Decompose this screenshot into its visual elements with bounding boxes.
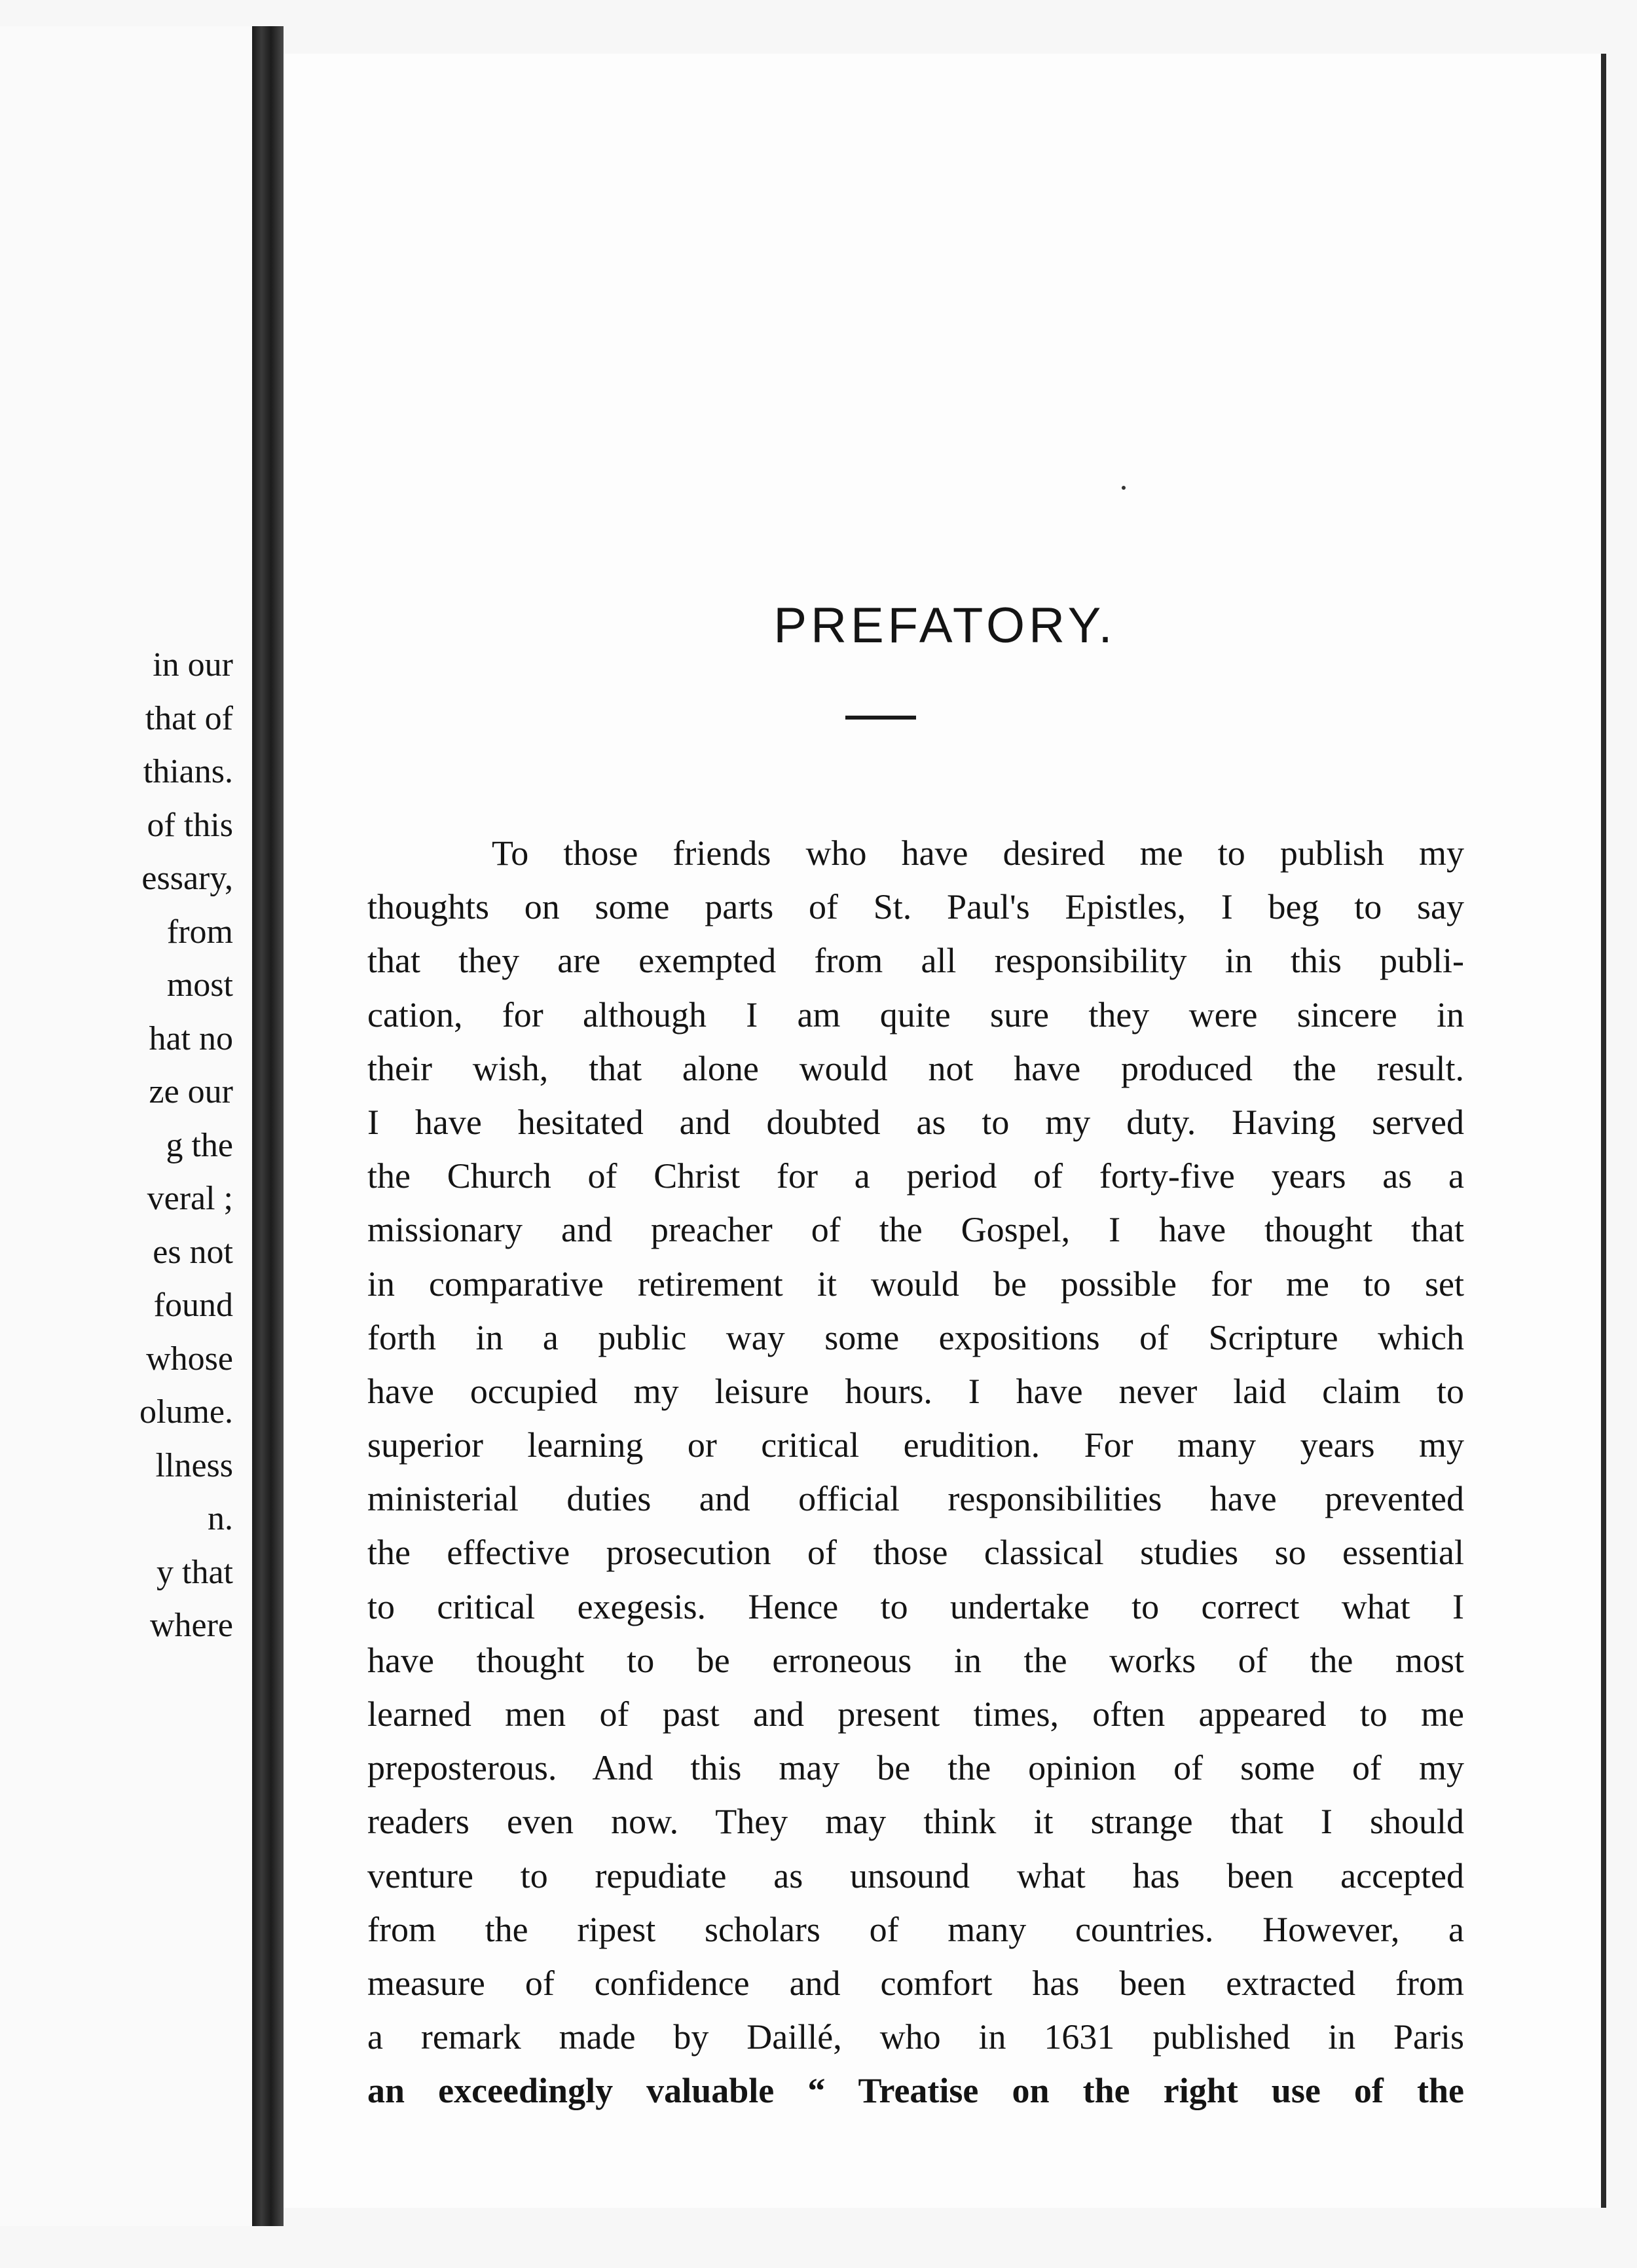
paragraph-line: I have hesitated and doubted as to my duty. Having served xyxy=(367,1102,1464,1142)
left-fragment-line: veral ; xyxy=(147,1180,233,1217)
left-fragment-line: essary, xyxy=(141,860,233,897)
paragraph-line: in comparative retirement it would be possible for me to set xyxy=(367,1264,1464,1304)
paragraph-line: preposterous. And this may be the opinion of some of my xyxy=(367,1748,1464,1788)
paragraph-line: forth in a public way some expositions of Scripture which xyxy=(367,1317,1464,1357)
print-speck xyxy=(1122,486,1126,490)
left-fragment-line: that of xyxy=(145,699,233,737)
paragraph-line: that they are exempted from all responsibility in this publi- xyxy=(367,941,1464,981)
paragraph-line: venture to repudiate as unsound what has been accepted xyxy=(367,1856,1464,1895)
paragraph-line: learned men of past and present times, often appeared to me xyxy=(367,1694,1464,1734)
left-fragment-line: of this xyxy=(147,806,233,844)
paragraph-line: thoughts on some parts of St. Paul's Epistles, I beg to say xyxy=(367,887,1464,927)
left-fragment-line: whose xyxy=(146,1340,233,1378)
left-fragment-line: found xyxy=(153,1287,233,1324)
paragraph-line: the Church of Christ for a period of forty-five years as a xyxy=(367,1156,1464,1196)
page-title: PREFATORY. xyxy=(773,598,1116,653)
paragraph-line: measure of confidence and comfort has been extracted from xyxy=(367,1963,1464,2003)
main-page xyxy=(284,54,1606,2208)
book-binding-gutter xyxy=(252,26,284,2226)
paragraph-line: have thought to be erroneous in the works of the most xyxy=(367,1640,1464,1680)
left-page-text-fragments xyxy=(5,638,253,1653)
left-fragment-line: from xyxy=(166,913,233,951)
left-fragment-line: es not xyxy=(153,1233,233,1271)
left-fragment-line: llness xyxy=(155,1446,233,1484)
paragraph-line: to critical exegesis. Hence to undertake to correct what I xyxy=(367,1586,1464,1626)
left-fragment-line: hat no xyxy=(149,1019,233,1057)
paragraph-line: from the ripest scholars of many countries. However, a xyxy=(367,1909,1464,1949)
left-facing-page xyxy=(0,26,253,2226)
prefatory-paragraph xyxy=(367,826,1464,2118)
left-fragment-line: g the xyxy=(166,1126,233,1164)
paragraph-line: cation, for although I am quite sure they were sincere in xyxy=(367,995,1464,1034)
paragraph-line: To those friends who have desired me to publish my xyxy=(492,833,1464,873)
paragraph-line: have occupied my leisure hours. I have never laid claim to xyxy=(367,1371,1464,1411)
left-fragment-line: in our xyxy=(153,646,233,684)
left-fragment-line: y that xyxy=(156,1553,233,1591)
left-fragment-line: most xyxy=(166,966,233,1004)
left-fragment-line: thians. xyxy=(143,753,233,790)
paragraph-line: ministerial duties and official responsibilities have prevented xyxy=(367,1479,1464,1519)
left-fragment-line: where xyxy=(149,1607,233,1644)
paragraph-line: missionary and preacher of the Gospel, I have thought that xyxy=(367,1210,1464,1250)
paragraph-line: readers even now. They may think it strange that I should xyxy=(367,1802,1464,1842)
paragraph-line: a remark made by Daillé, who in 1631 published in Paris xyxy=(367,2017,1464,2057)
left-fragment-line: olume. xyxy=(139,1393,233,1431)
paragraph-line: their wish, that alone would not have produced the result. xyxy=(367,1048,1464,1088)
left-fragment-line: ze our xyxy=(149,1073,233,1110)
paragraph-line: superior learning or critical erudition. For many years my xyxy=(367,1425,1464,1465)
paragraph-line: an exceedingly valuable “ Treatise on the right use of the xyxy=(367,2071,1464,2111)
title-divider-rule xyxy=(845,716,916,720)
left-fragment-line: n. xyxy=(208,1500,233,1537)
paragraph-line: the effective prosecution of those classical studies so essential xyxy=(367,1533,1464,1573)
